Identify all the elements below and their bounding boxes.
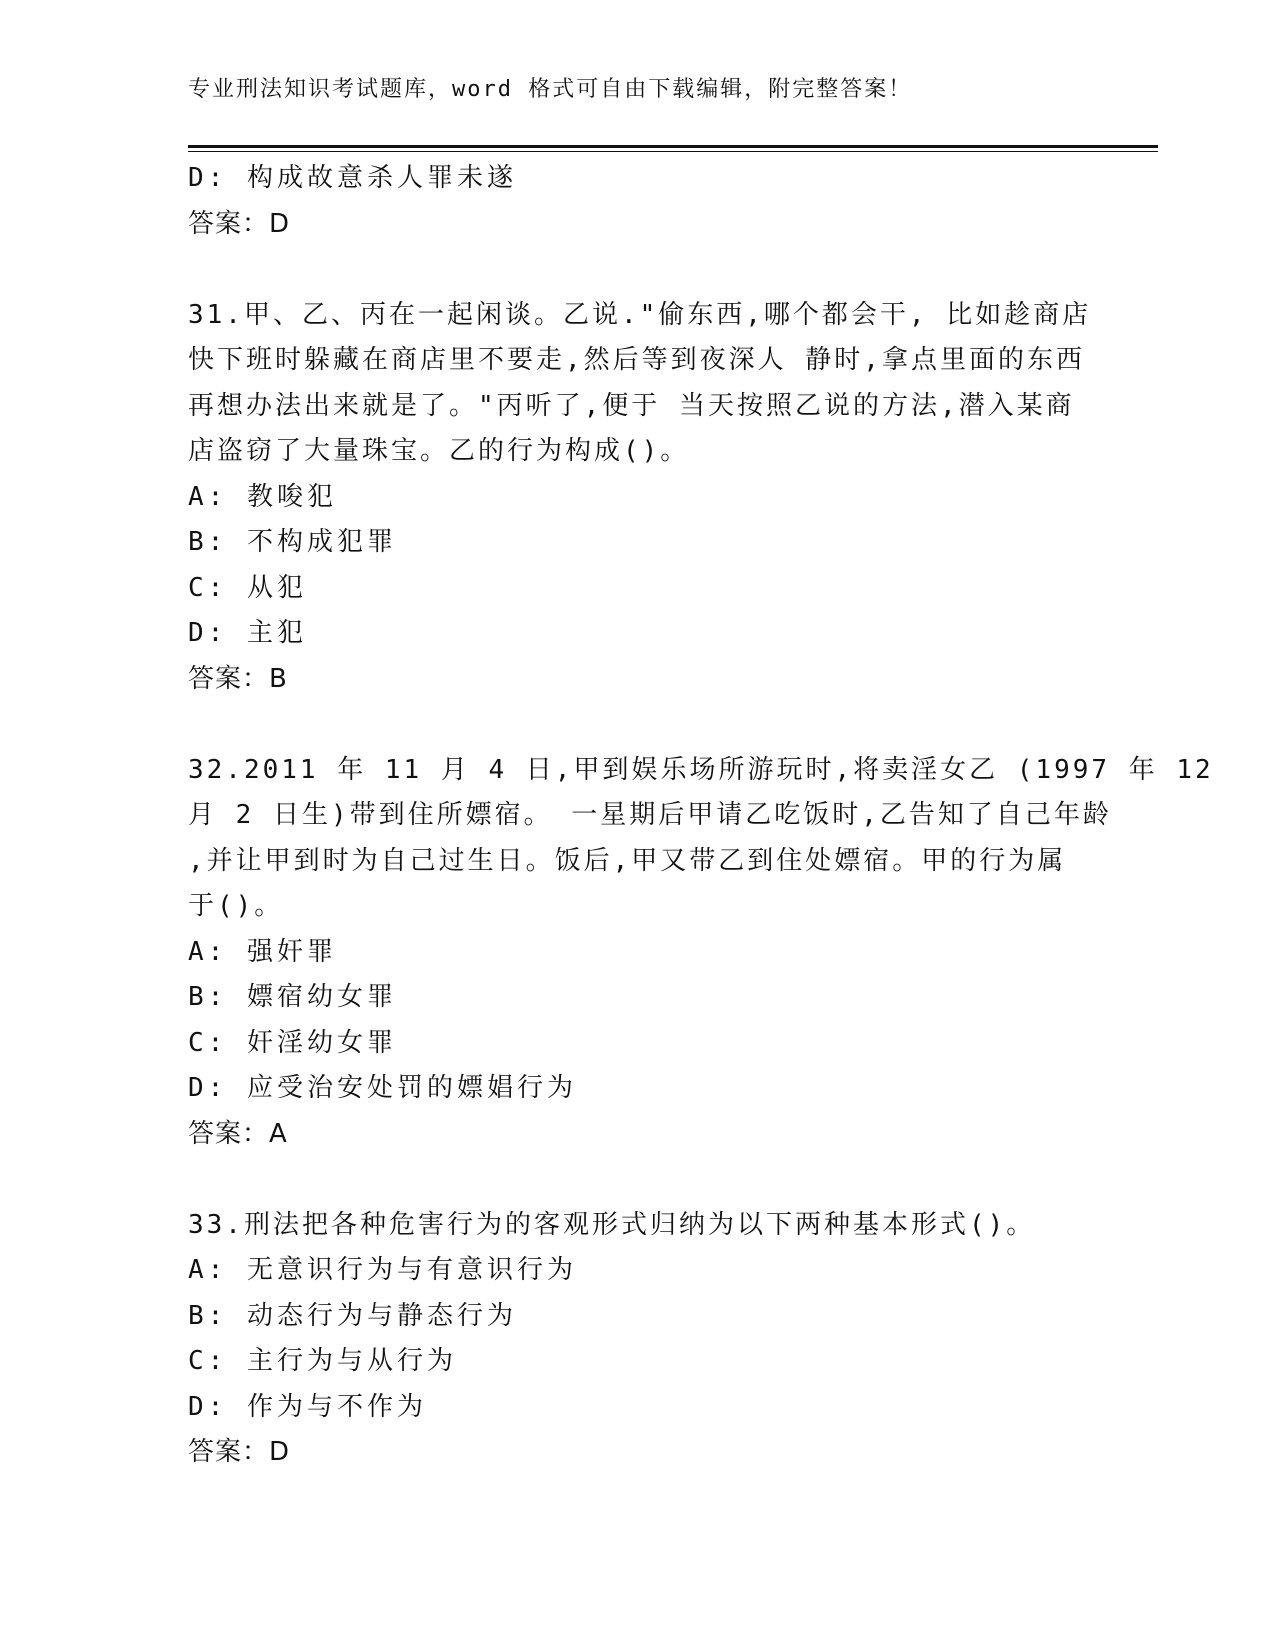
question-31-answer: 答案：B: [188, 663, 288, 694]
spacer: [188, 702, 1088, 748]
question-33-option-a: A: 无意识行为与有意识行为: [188, 1255, 577, 1285]
question-31-option-d: D: 主犯: [188, 618, 307, 648]
header-rule-thin: [188, 151, 1158, 152]
question-31-line: 31.甲、乙、丙在一起闲谈。乙说."偷东西,哪个都会干, 比如趁商店: [188, 299, 1092, 330]
question-31-line: 再想办法出来就是了。"丙听了,便于 当天按照乙说的方法,潜入某商: [188, 390, 1075, 421]
question-31-option-c: C: 从犯: [188, 572, 307, 603]
question-32-line: 32.2011 年 11 月 4 日,甲到娱乐场所游玩时,将卖淫女乙 (1997 年 12: [188, 754, 1214, 785]
question-33-answer: 答案：D: [188, 1437, 291, 1467]
question-32-line: 月 2 日生)带到住所嫖宿。 一星期后甲请乙吃饭时,乙告知了自己年龄: [188, 800, 1112, 830]
question-32-option-b: B: 嫖宿幼女罪: [188, 982, 397, 1012]
spacer: [188, 247, 1088, 293]
question-32-line: 于()。: [188, 891, 284, 921]
question-33-option-b: B: 动态行为与静态行为: [188, 1300, 517, 1331]
page-header: 专业刑法知识考试题库，word 格式可自由下载编辑，附完整答案！: [188, 77, 913, 102]
prev-answer: 答案：D: [188, 208, 291, 239]
question-32-option-c: C: 奸淫幼女罪: [188, 1027, 397, 1058]
question-32: [188, 748, 1214, 930]
question-31-line: 快下班时躲藏在商店里不要走,然后等到夜深人 静时,拿点里面的东西: [188, 345, 1085, 375]
question-33-option-d: D: 作为与不作为: [188, 1391, 427, 1422]
question-31-option-a: A: 教唆犯: [188, 481, 337, 512]
question-31-line: 店盗窃了大量珠宝。乙的行为构成()。: [188, 436, 690, 466]
question-31-option-b: B: 不构成犯罪: [188, 527, 397, 557]
question-33-option-c: C: 主行为与从行为: [188, 1346, 457, 1376]
question-32-option-d: D: 应受治安处罚的嫖娼行为: [188, 1073, 577, 1103]
prev-option-d: D: 构成故意杀人罪未遂: [188, 163, 517, 193]
question-content: [188, 156, 1214, 1476]
spacer: [188, 1157, 1088, 1203]
question-32-answer: 答案：A: [188, 1118, 288, 1149]
header-rule-thick: [188, 145, 1158, 148]
question-33: [188, 1203, 1088, 1249]
question-33-line: 33.刑法把各种危害行为的客观形式归纳为以下两种基本形式()。: [188, 1209, 1036, 1240]
question-32-option-a: A: 强奸罪: [188, 936, 337, 967]
question-32-line: ,并让甲到时为自己过生日。饭后,甲又带乙到住处嫖宿。甲的行为属: [188, 845, 1067, 876]
question-31: [188, 293, 1092, 475]
